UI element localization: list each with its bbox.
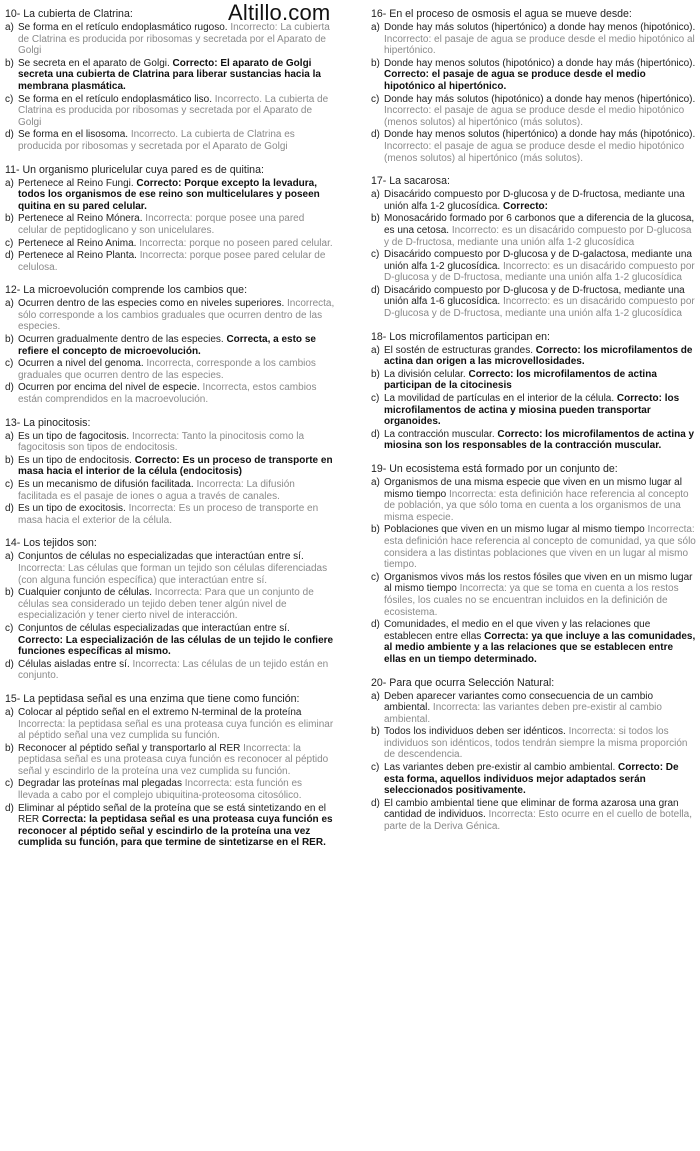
option-text <box>18 382 335 405</box>
answer-option <box>5 479 335 502</box>
answer-option <box>5 382 335 405</box>
option-text <box>18 659 335 682</box>
option-statement: Poblaciones que viven en un mismo lugar al mismo tiempo <box>384 524 648 536</box>
option-statement: Se forma en el lisosoma. <box>18 129 131 141</box>
question-block <box>5 537 335 682</box>
answer-option <box>5 298 335 333</box>
option-text <box>384 22 696 57</box>
option-text <box>18 503 335 526</box>
option-text <box>384 726 696 761</box>
option-letter: c) <box>5 358 14 370</box>
answer-option <box>5 455 335 478</box>
answer-option <box>5 178 335 213</box>
option-statement: Disacárido compuesto por D-glucosa y de D-galactosa, mediante una unión alfa 1-2 glucosídica. <box>384 249 692 272</box>
question-block <box>5 417 335 527</box>
correct-feedback: Correcto: <box>502 200 548 212</box>
answer-option <box>371 213 696 248</box>
option-letter: c) <box>5 237 14 249</box>
option-text <box>18 58 335 93</box>
question-block <box>371 8 696 164</box>
incorrect-feedback: Incorrecta: Las células de un tejido están en conjunto. <box>18 658 329 682</box>
question-title: 18- Los microfilamentos participan en: <box>371 330 551 343</box>
option-statement: Organismos de una misma especie que viven en un mismo lugar al mismo tiempo <box>384 477 682 500</box>
option-statement: Pertenece al Reino Fungi. <box>18 177 137 189</box>
option-text <box>18 707 335 742</box>
answer-option <box>5 503 335 526</box>
option-text <box>18 623 335 658</box>
option-statement: Colocar al péptido señal en el extremo N-terminal de la proteína <box>18 706 302 718</box>
option-text <box>384 285 696 320</box>
answer-option <box>371 189 696 212</box>
option-statement: Pertenece al Reino Mónera. <box>18 213 146 225</box>
incorrect-feedback: Incorrecto: es un disacárido compuesto por D-glucosa y de D-fructosa, mediante una unión alfa 1-2 glucosídica <box>384 260 695 284</box>
incorrect-feedback: Incorrecto: el pasaje de agua se produce desde el medio hipotónico (menos solutos) al hipertónico (más solutos). <box>384 140 685 164</box>
option-statement: Donde hay menos solutos (hipertónico) a donde hay más (hipotónico). <box>384 129 696 141</box>
option-letter: d) <box>5 802 14 814</box>
option-statement: Eliminar al péptido señal de la proteína que se está sintetizando en el RER <box>18 802 326 826</box>
option-letter: b) <box>5 57 14 69</box>
question-title: 15- La peptidasa señal es una enzima que tiene como función: <box>5 692 300 705</box>
answer-option <box>371 58 696 93</box>
option-letter: c) <box>371 571 380 583</box>
correct-feedback: Correcto: el pasaje de agua se produce desde el medio hipotónico al hipertónico. <box>384 69 646 92</box>
option-statement: Se forma en el retículo endoplasmático rugoso. <box>18 22 231 33</box>
question-title: 16- En el proceso de osmosis el agua se mueve desde: <box>371 8 632 20</box>
option-letter: b) <box>371 368 380 380</box>
option-text <box>18 22 335 57</box>
option-letter: d) <box>371 428 380 440</box>
answer-option <box>371 345 696 368</box>
answer-option <box>5 743 335 778</box>
option-statement: Donde hay más solutos (hipertónico) a donde hay menos (hipotónico). <box>384 22 696 33</box>
option-letter: a) <box>371 344 380 356</box>
option-text <box>18 94 335 129</box>
question-block <box>5 284 335 405</box>
option-statement: Comunidades, el medio en el que viven y las relaciones que establecen entre ellas <box>384 619 651 642</box>
option-text <box>384 691 696 726</box>
option-text <box>384 345 696 368</box>
option-statement: Degradar las proteínas mal plegadas <box>18 778 185 790</box>
option-statement: Células aisladas entre sí. <box>18 658 133 670</box>
answer-option <box>371 22 696 57</box>
option-statement: Ocurren a nivel del genoma. <box>18 358 147 370</box>
option-letter: b) <box>5 742 14 754</box>
option-letter: d) <box>371 284 380 296</box>
correct-feedback: Correcta: la peptidasa señal es una proteasa cuya función es reconocer al péptido señal y escindirlo de la proteína una vez cumplida su función, para que termine de sintetizarse en el RER. <box>18 814 333 849</box>
answer-option <box>5 334 335 357</box>
question-block <box>5 8 335 153</box>
option-text <box>18 431 335 454</box>
option-letter: c) <box>5 778 14 790</box>
incorrect-feedback: Incorrecta: esta definición hace referencia al concepto de comunidad, ya que sólo considera a las distintas poblaciones que viven en un lugar al mismo tiempo. <box>384 524 696 571</box>
incorrect-feedback: Incorrecta: si todos los individuos son idénticos, todos tendrán siempre la misma proporción de descendencia. <box>384 726 688 761</box>
answer-option <box>5 213 335 236</box>
option-statement: Donde hay menos solutos (hipotónico) a donde hay más (hipertónico). <box>384 57 696 69</box>
option-text <box>384 524 696 570</box>
option-statement: Reconocer al péptido señal y transportarlo al RER <box>18 742 244 754</box>
option-text <box>384 572 696 618</box>
answer-option <box>5 22 335 57</box>
option-statement: Monosacárido formado por 6 carbonos que a diferencia de la glucosa, es una cetosa. <box>384 213 695 236</box>
option-statement: Disacárido compuesto por D-glucosa y de D-fructosa, mediante una unión alfa 1-2 glucosídica. <box>384 189 685 212</box>
incorrect-feedback: Incorrecto: es un disacárido compuesto por D-glucosa y de D-fructosa, mediante una unión alfa 1-2 glucosídica <box>384 224 692 248</box>
option-statement: Todos los individuos deben ser idénticos. <box>384 726 569 738</box>
incorrect-feedback: Incorrecta: La difusión facilitada es el pasaje de iones o agua a través de canales. <box>18 479 295 502</box>
option-text <box>18 238 333 250</box>
option-letter: d) <box>371 619 380 631</box>
answer-option <box>371 572 696 618</box>
incorrect-feedback: Incorrecta: Las células que forman un tejido son células diferenciadas (con alguna función específica) que interactúan entre sí. <box>18 562 328 586</box>
option-letter: a) <box>5 551 14 563</box>
option-letter: a) <box>371 690 380 702</box>
question-title: 10- La cubierta de Clatrina: <box>5 8 133 20</box>
option-text <box>384 619 696 665</box>
option-text <box>384 477 696 523</box>
option-text <box>18 298 335 333</box>
answer-option <box>5 358 335 381</box>
option-letter: d) <box>371 129 380 141</box>
option-statement: Pertenece al Reino Planta. <box>18 250 140 262</box>
site-logo-text: Altillo.com <box>228 0 331 25</box>
incorrect-feedback: Incorrecta: ya que se toma en cuenta a los restos fósiles, los cuales no se encuentran incluidos en la definición de ecosistema. <box>384 583 679 618</box>
answer-option <box>5 707 335 742</box>
option-text <box>384 369 696 392</box>
incorrect-feedback: Incorrecto: La cubierta de Clatrina es producida por ribosomas y secretada por el Aparato de Golgi <box>18 22 330 57</box>
question-title: 11- Un organismo pluricelular cuya pared es de quitina: <box>5 163 264 176</box>
option-statement: Se forma en el retículo endoplasmático liso. <box>18 93 215 105</box>
question-title: 20- Para que ocurra Selección Natural: <box>371 676 555 689</box>
option-text <box>18 551 335 586</box>
answer-option <box>371 369 696 392</box>
incorrect-feedback: Incorrecto. La cubierta de Clatrina es producida por ribosomas y secretada por el Aparato de Golgi <box>18 93 329 128</box>
answer-option <box>5 623 335 658</box>
incorrect-feedback: Incorrecta: la peptidasa señal es una proteasa cuya función es eliminar al péptido señal una vez cumplida su función. <box>18 718 334 742</box>
answer-option <box>371 477 696 523</box>
option-statement: Cualquier conjunto de células. <box>18 587 155 599</box>
answer-option <box>371 429 696 452</box>
question-title: 19- Un ecosistema está formado por un conjunto de: <box>371 463 618 475</box>
option-letter: c) <box>371 762 380 774</box>
option-text <box>18 587 335 622</box>
option-letter: b) <box>371 213 380 225</box>
answer-option <box>371 129 696 164</box>
option-statement: Disacárido compuesto por D-glucosa y de D-fructosa, mediante una unión alfa 1-6 glucosídica. <box>384 284 685 308</box>
option-statement: Deben aparecer variantes como consecuencia de un cambio ambiental. <box>384 690 654 714</box>
incorrect-feedback: Incorrecto: es un disacárido compuesto por D-glucosa y de D-fructosa, mediante una unión alfa 1-2 glucosídica <box>384 296 695 320</box>
option-text <box>18 455 335 478</box>
option-letter: d) <box>5 503 14 515</box>
correct-feedback: Correcta: ya que incluye a las comunidades, al medio ambiente y a las relaciones que se establecen entre ellas en un tiempo determinado. <box>384 630 696 665</box>
option-statement: Es un mecanismo de difusión facilitada. <box>18 479 197 490</box>
option-letter: a) <box>371 22 380 33</box>
question-block <box>371 463 696 666</box>
option-text <box>18 213 335 236</box>
question-block <box>5 693 335 849</box>
incorrect-feedback: Incorrecta, corresponde a los cambios graduales que ocurren dentro de las especies. <box>18 358 316 381</box>
incorrect-feedback: Incorrecta: Es un proceso de transporte en masa hacia el exterior de la célula. <box>18 503 319 526</box>
question-block <box>371 331 696 452</box>
correct-feedback: Correcto: El aparato de Golgi secreta una cubierta de Clatrina para liberar sustancias hacia la membrana plasmática. <box>18 57 321 92</box>
option-letter: a) <box>371 477 380 488</box>
option-letter: a) <box>5 430 14 442</box>
option-letter: b) <box>5 334 14 346</box>
answer-option <box>371 285 696 320</box>
option-text <box>18 358 335 381</box>
option-statement: Donde hay más solutos (hipotónico) a donde hay menos (hipertónico). <box>384 93 696 105</box>
option-text <box>384 393 696 428</box>
incorrect-feedback: Incorrecta: porque no poseen pared celular. <box>139 237 333 249</box>
incorrect-feedback: Incorrecto: el pasaje de agua se produce desde el medio hipotónico (menos solutos) al hipertónico (más solutos). <box>384 105 685 128</box>
option-statement: Se secreta en el aparato de Golgi. <box>18 57 173 69</box>
incorrect-feedback: Incorrecta, sólo corresponde a los cambios graduales que ocurren dentro de las especies. <box>18 298 335 333</box>
option-letter: b) <box>5 587 14 599</box>
option-text <box>18 178 335 213</box>
option-statement: Es un tipo de endocitosis. <box>18 454 135 466</box>
question-title: 14- Los tejidos son: <box>5 537 97 550</box>
option-text <box>18 778 335 801</box>
correct-feedback: Correcto: Es un proceso de transporte en masa hacia el interior de la célula (endocitosis) <box>18 454 333 478</box>
answer-option <box>371 393 696 428</box>
question-title: 13- La pinocitosis: <box>5 416 91 429</box>
correct-feedback: Correcto: los microfilamentos de actina y miosina pueden transportar organoides. <box>384 393 680 428</box>
option-letter: a) <box>5 22 14 33</box>
answer-option <box>5 551 335 586</box>
option-letter: c) <box>5 93 14 105</box>
option-text <box>384 798 696 833</box>
answer-option <box>5 778 335 801</box>
option-statement: Ocurren gradualmente dentro de las especies. <box>18 334 227 346</box>
answer-option <box>5 238 335 250</box>
question-column-right <box>371 8 696 844</box>
incorrect-feedback: Incorrecta: Esto ocurre en el cuello de botella, parte de la Deriva Génica. <box>384 809 692 833</box>
option-statement: Conjuntos de células no especializadas que interactúan entre sí. <box>18 551 304 563</box>
option-letter: c) <box>5 622 14 634</box>
answer-option <box>5 129 335 152</box>
option-text <box>384 249 696 284</box>
question-title: 12- La microevolución comprende los cambios que: <box>5 284 248 297</box>
option-text <box>384 429 696 452</box>
option-statement: Organismos vivos más los restos fósiles que viven en un mismo lugar al mismo tiempo <box>384 571 693 595</box>
option-text <box>18 743 335 778</box>
answer-option <box>371 249 696 284</box>
correct-feedback: Correcto: los microfilamentos de actina dan origen a las microvellosidades. <box>384 344 693 368</box>
option-statement: Las variantes deben pre-existir al cambio ambiental. <box>384 762 619 774</box>
answer-option <box>5 659 335 682</box>
option-statement: Ocurren por encima del nivel de especie. <box>18 382 203 394</box>
option-letter: d) <box>5 250 14 262</box>
answer-option <box>5 587 335 622</box>
answer-option <box>5 803 335 849</box>
answer-option <box>5 431 335 454</box>
incorrect-feedback: Incorrecta: esta definición hace referencia al concepto de población, ya que sólo toma en cuenta a los organismos de una misma especie. <box>384 488 689 523</box>
correct-feedback: Correcto: La especialización de las células de un tejido le confiere funciones específicas al mismo. <box>18 634 334 658</box>
answer-option <box>371 762 696 797</box>
option-text <box>384 762 696 797</box>
option-text <box>384 58 696 93</box>
option-letter: c) <box>371 249 380 261</box>
answer-option <box>371 94 696 129</box>
option-letter: a) <box>5 177 14 189</box>
correct-feedback: Correcto: Porque excepto la levadura, todos los organismos de ese reino son multicelulares y poseen quitina en su pared celular. <box>18 177 320 212</box>
option-letter: a) <box>5 298 14 310</box>
incorrect-feedback: Incorrecta: porque posee pared celular de celulosa. <box>18 250 326 273</box>
option-letter: b) <box>371 726 380 738</box>
incorrect-feedback: Incorrecta: Tanto la pinocitosis como la fagocitosis son tipos de endocitosis. <box>18 430 305 454</box>
question-block <box>371 175 696 320</box>
option-letter: c) <box>5 479 14 490</box>
answer-option <box>371 726 696 761</box>
option-letter: a) <box>371 189 380 201</box>
answer-option <box>371 691 696 726</box>
option-text <box>384 213 696 248</box>
correct-feedback: Correcto: los microfilamentos de actina y miosina son los responsables de la contracción muscular. <box>384 428 695 452</box>
option-letter: d) <box>371 797 380 809</box>
option-statement: Pertenece al Reino Anima. <box>18 237 140 249</box>
option-letter: c) <box>371 93 380 105</box>
incorrect-feedback: Incorrecta: la peptidasa señal es una proteasa cuya función es reconocer al péptido señal y escindirlo de la proteína una vez cumplida su función. <box>18 742 329 777</box>
option-letter: b) <box>371 524 380 536</box>
option-statement: La división celular. <box>384 368 469 380</box>
incorrect-feedback: Incorrecto. La cubierta de Clatrina es producida por ribosomas y secretada por el Aparato de Golgi <box>18 129 295 152</box>
option-letter: b) <box>5 454 14 466</box>
incorrect-feedback: Incorrecta: porque posee una pared celular de peptidoglicano y son unicelulares. <box>18 213 305 236</box>
question-block <box>371 677 696 833</box>
option-statement: El sostén de estructuras grandes. <box>384 344 536 356</box>
answer-option <box>5 94 335 129</box>
option-statement: El cambio ambiental tiene que eliminar de forma azarosa una gran cantidad de individuos. <box>384 797 679 821</box>
correct-feedback: Correcto: los microfilamentos de actina participan de la citocinesis <box>384 368 657 392</box>
question-block <box>5 164 335 274</box>
option-text <box>18 129 335 152</box>
option-letter: a) <box>5 706 14 718</box>
option-letter: d) <box>5 129 14 141</box>
answer-option <box>5 250 335 273</box>
incorrect-feedback: Incorrecta: esta función es llevada a cabo por el complejo ubiquitina-proteosoma citosólico. <box>18 778 303 802</box>
answer-option <box>371 619 696 665</box>
incorrect-feedback: Incorrecto: el pasaje de agua se produce desde el medio hipotónico al hipertónico. <box>384 33 695 57</box>
option-text <box>384 129 696 164</box>
option-letter: b) <box>371 57 380 69</box>
correct-feedback: Correcta, a esto se refiere el concepto de microevolución. <box>18 334 316 357</box>
option-statement: Conjuntos de células especializadas que interactúan entre sí. <box>18 622 290 634</box>
answer-option <box>371 524 696 570</box>
option-text <box>18 803 335 849</box>
answer-option <box>5 58 335 93</box>
incorrect-feedback: Incorrecta, estos cambios están comprendidos en la macroevolución. <box>18 382 317 406</box>
question-title: 17- La sacarosa: <box>371 175 450 188</box>
option-letter: d) <box>5 382 14 394</box>
option-statement: La contracción muscular. <box>384 428 498 440</box>
option-text <box>18 479 335 502</box>
answer-option <box>371 798 696 833</box>
option-text <box>384 94 696 129</box>
incorrect-feedback: Incorrecta: Para que un conjunto de células sea considerado un tejido deben tener algún nivel de especialización y tener cierto nivel de interacción. <box>18 587 314 622</box>
option-letter: c) <box>371 393 380 405</box>
option-statement: Es un tipo de exocitosis. <box>18 503 129 515</box>
option-statement: La movilidad de partículas en el interior de la célula. <box>384 393 617 405</box>
correct-feedback: Correcto: De esta forma, aquellos individuos mejor adaptados serán seleccionados positivamente. <box>384 762 679 797</box>
option-letter: b) <box>5 213 14 225</box>
question-column-left <box>5 8 335 860</box>
option-statement: Ocurren dentro de las especies como en niveles superiores. <box>18 298 288 310</box>
incorrect-feedback: Incorrecta: las variantes deben pre-existir al cambio ambiental. <box>384 702 662 725</box>
option-text <box>18 334 335 357</box>
option-statement: Es un tipo de fagocitosis. <box>18 430 132 442</box>
option-letter: d) <box>5 658 14 670</box>
option-text <box>384 189 696 212</box>
option-text <box>18 250 335 273</box>
